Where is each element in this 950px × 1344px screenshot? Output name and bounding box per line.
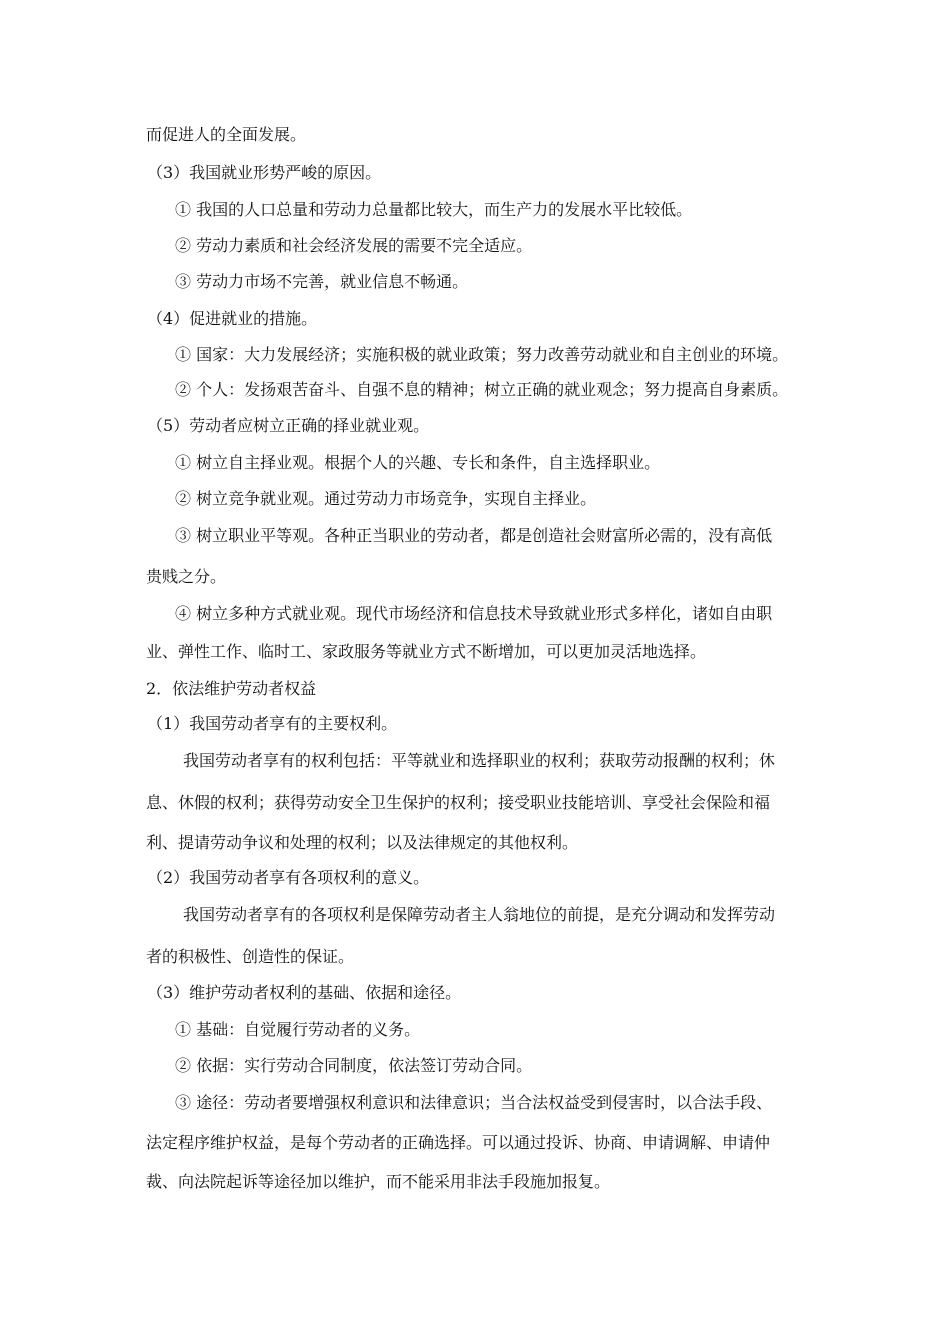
text-line: 裁、向法院起诉等途径加以维护，而不能采用非法手段施加报复。 <box>146 1172 611 1191</box>
list-item: ④ 树立多种方式就业观。现代市场经济和信息技术导致就业形式多样化，诸如自由职 <box>175 604 773 623</box>
list-item: ② 树立竞争就业观。通过劳动力市场竞争，实现自主择业。 <box>175 489 597 508</box>
text-line: 者的积极性、创造性的保证。 <box>146 947 355 966</box>
list-item: ① 国家：大力发展经济；实施积极的就业政策；努力改善劳动就业和自主创业的环境。 <box>175 345 789 364</box>
section-heading: （5）劳动者应树立正确的择业就业观。 <box>147 416 430 435</box>
list-item: ① 我国的人口总量和劳动力总量都比较大，而生产力的发展水平比较低。 <box>175 200 693 219</box>
section-title: 2．依法维护劳动者权益 <box>146 679 317 698</box>
text-line: 而促进人的全面发展。 <box>146 125 307 144</box>
text-line: 业、弹性工作、临时工、家政服务等就业方式不断增加，可以更加灵活地选择。 <box>146 642 707 661</box>
section-heading: （3）维护劳动者权利的基础、依据和途径。 <box>147 983 462 1002</box>
list-item: ① 树立自主择业观。根据个人的兴趣、专长和条件，自主选择职业。 <box>175 453 661 472</box>
list-item: ② 个人：发扬艰苦奋斗、自强不息的精神；树立正确的就业观念；努力提高自身素质。 <box>175 380 789 399</box>
text-line: 法定程序维护权益，是每个劳动者的正确选择。可以通过投诉、协商、申请调解、申请仲 <box>146 1133 771 1152</box>
section-heading: （4）促进就业的措施。 <box>147 309 318 328</box>
list-item: ③ 途径：劳动者要增强权利意识和法律意识；当合法权益受到侵害时，以合法手段、 <box>175 1093 773 1112</box>
section-heading: （1）我国劳动者享有的主要权利。 <box>147 714 398 733</box>
text-line: 利、提请劳动争议和处理的权利；以及法律规定的其他权利。 <box>146 833 579 852</box>
list-item: ③ 劳动力市场不完善，就业信息不畅通。 <box>175 272 469 291</box>
text-line: 贵贱之分。 <box>146 567 227 586</box>
section-heading: （2）我国劳动者享有各项权利的意义。 <box>147 868 430 887</box>
list-item: ③ 树立职业平等观。各种正当职业的劳动者，都是创造社会财富所必需的，没有高低 <box>175 526 773 545</box>
paragraph-line: 我国劳动者享有的各项权利是保障劳动者主人翁地位的前提，是充分调动和发挥劳动 <box>183 905 776 924</box>
list-item: ② 依据：实行劳动合同制度，依法签订劳动合同。 <box>175 1056 533 1075</box>
section-heading: （3）我国就业形势严峻的原因。 <box>147 163 382 182</box>
text-line: 息、休假的权利；获得劳动安全卫生保护的权利；接受职业技能培训、享受社会保险和福 <box>146 793 771 812</box>
list-item: ② 劳动力素质和社会经济发展的需要不完全适应。 <box>175 236 533 255</box>
list-item: ① 基础：自觉履行劳动者的义务。 <box>175 1020 421 1039</box>
paragraph-line: 我国劳动者享有的权利包括：平等就业和选择职业的权利；获取劳动报酬的权利；休 <box>183 751 776 770</box>
